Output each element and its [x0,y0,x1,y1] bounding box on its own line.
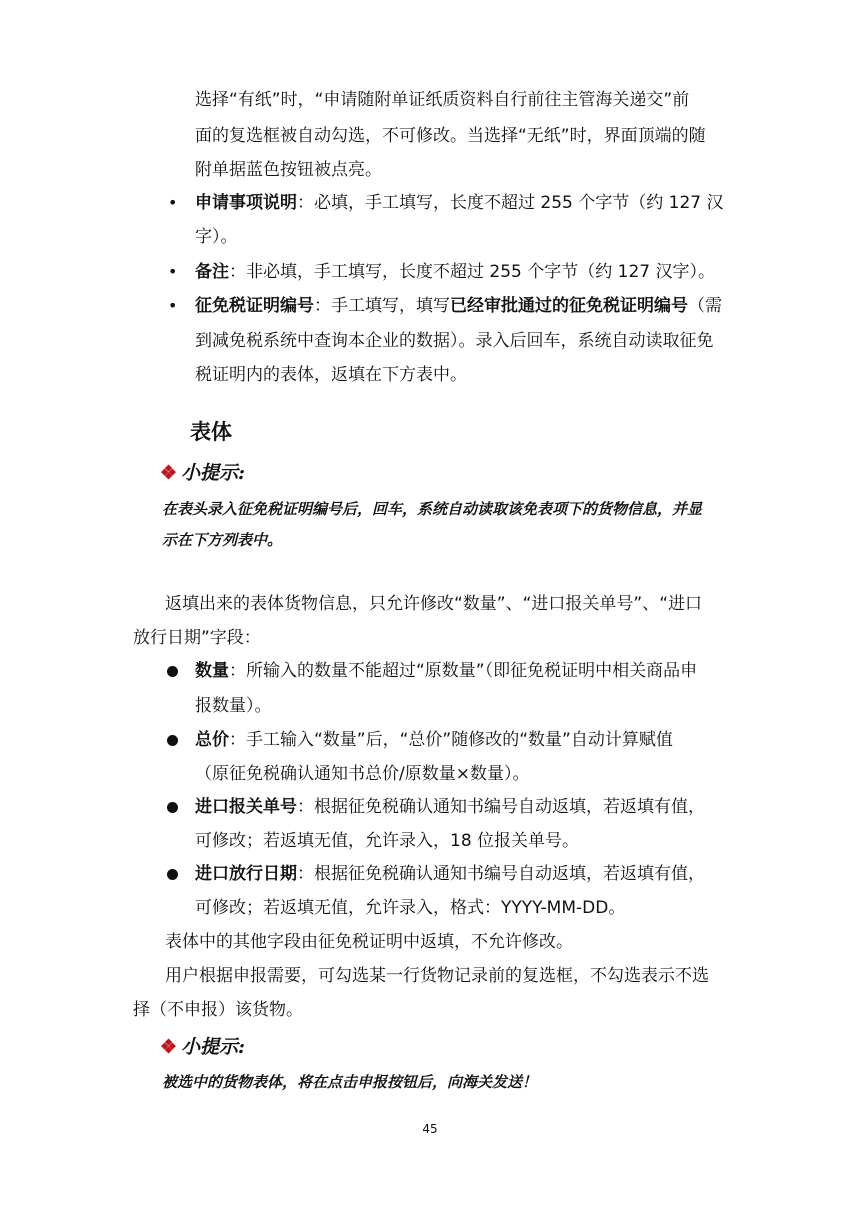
text-line: 面的复选框被自动勾选，不可修改。当选择“无纸”时，界面顶端的随 [195,126,706,146]
list-item [195,864,705,884]
text-line: 附单据蓝色按钮被点亮。 [195,160,382,180]
diamond-icon: ❖ [160,462,178,484]
field-item [195,262,715,282]
tip-title: 小提示: [181,462,246,484]
text-line: 字）。 [195,227,238,247]
item-text: ：根据征免税确认通知书编号自动返填，若返填有值， [297,797,705,817]
item-label: 进口报关单号 [195,797,297,817]
tip-title: 小提示: [181,1036,246,1058]
field-label: 申请事项说明 [195,193,297,213]
item-label: 数量 [195,661,229,681]
tip-heading [160,462,245,484]
section-title: 表体 [190,420,232,444]
text-line: 报数量）。 [195,696,272,716]
bullet-icon [167,802,178,813]
text-line: 返填出来的表体货物信息，只允许修改“数量”、“进口报关单号”、“进口 [165,594,703,614]
text-line: 放行日期”字段： [133,628,261,648]
bullet-icon: • [168,262,178,281]
item-text: ：所输入的数量不能超过“原数量”（即征免税证明中相关商品申 [229,661,698,681]
list-item [195,797,705,817]
item-label: 总价 [195,730,229,750]
tip-text: 在表头录入征免税证明编号后，回车，系统自动读取该免表项下的货物信息，并显 [162,500,703,518]
text-line: 到减免税系统中查询本企业的数据）。录入后回车，系统自动读取征免 [195,331,714,351]
bullet-icon [167,666,178,677]
text-line: 税证明内的表体，返填在下方表中。 [195,365,467,385]
diamond-icon: ❖ [160,1036,178,1058]
field-emphasis: 已经审批通过的征免税证明编号 [450,296,688,316]
list-item [195,730,673,750]
text-line: （原征免税确认通知书总价/原数量×数量）。 [195,764,530,784]
text-line: 可修改；若返填无值，允许录入，18 位报关单号。 [195,831,580,851]
text-line: 选择“有纸”时，“申请随附单证纸质资料自行前往主管海关递交”前 [195,90,690,110]
text-line: 表体中的其他字段由征免税证明中返填，不允许修改。 [165,932,573,952]
field-text: ：手工填写，填写 [314,296,450,316]
bullet-icon: • [168,193,178,212]
tip-heading [160,1036,245,1058]
text-line: 择（不申报）该货物。 [133,1000,303,1020]
text-line: 用户根据申报需要，可勾选某一行货物记录前的复选框，不勾选表示不选 [165,966,709,986]
field-label: 征免税证明编号 [195,296,314,316]
item-text: ：根据征免税确认通知书编号自动返填，若返填有值， [297,864,705,884]
field-item [195,296,722,316]
field-text: ：必填，手工填写，长度不超过 255 个字节（约 127 汉 [297,193,724,213]
tip-text: 示在下方列表中。 [162,531,283,549]
item-text: ：手工输入“数量”后，“总价”随修改的“数量”自动计算赋值 [229,730,673,750]
field-item [195,193,724,213]
tip-text: 被选中的货物表体，将在点击申报按钮后，向海关发送！ [162,1073,538,1091]
text-line: 可修改；若返填无值，允许录入，格式：YYYY-MM-DD。 [195,898,626,918]
bullet-icon: • [168,296,178,315]
list-item [195,661,697,681]
bullet-icon [167,735,178,746]
item-label: 进口放行日期 [195,864,297,884]
field-text: （需 [688,296,722,316]
field-text: ：非必填，手工填写，长度不超过 255 个字节（约 127 汉字）。 [229,262,716,282]
field-label: 备注 [195,262,229,282]
page-number: 45 [422,1122,438,1136]
bullet-icon [167,869,178,880]
